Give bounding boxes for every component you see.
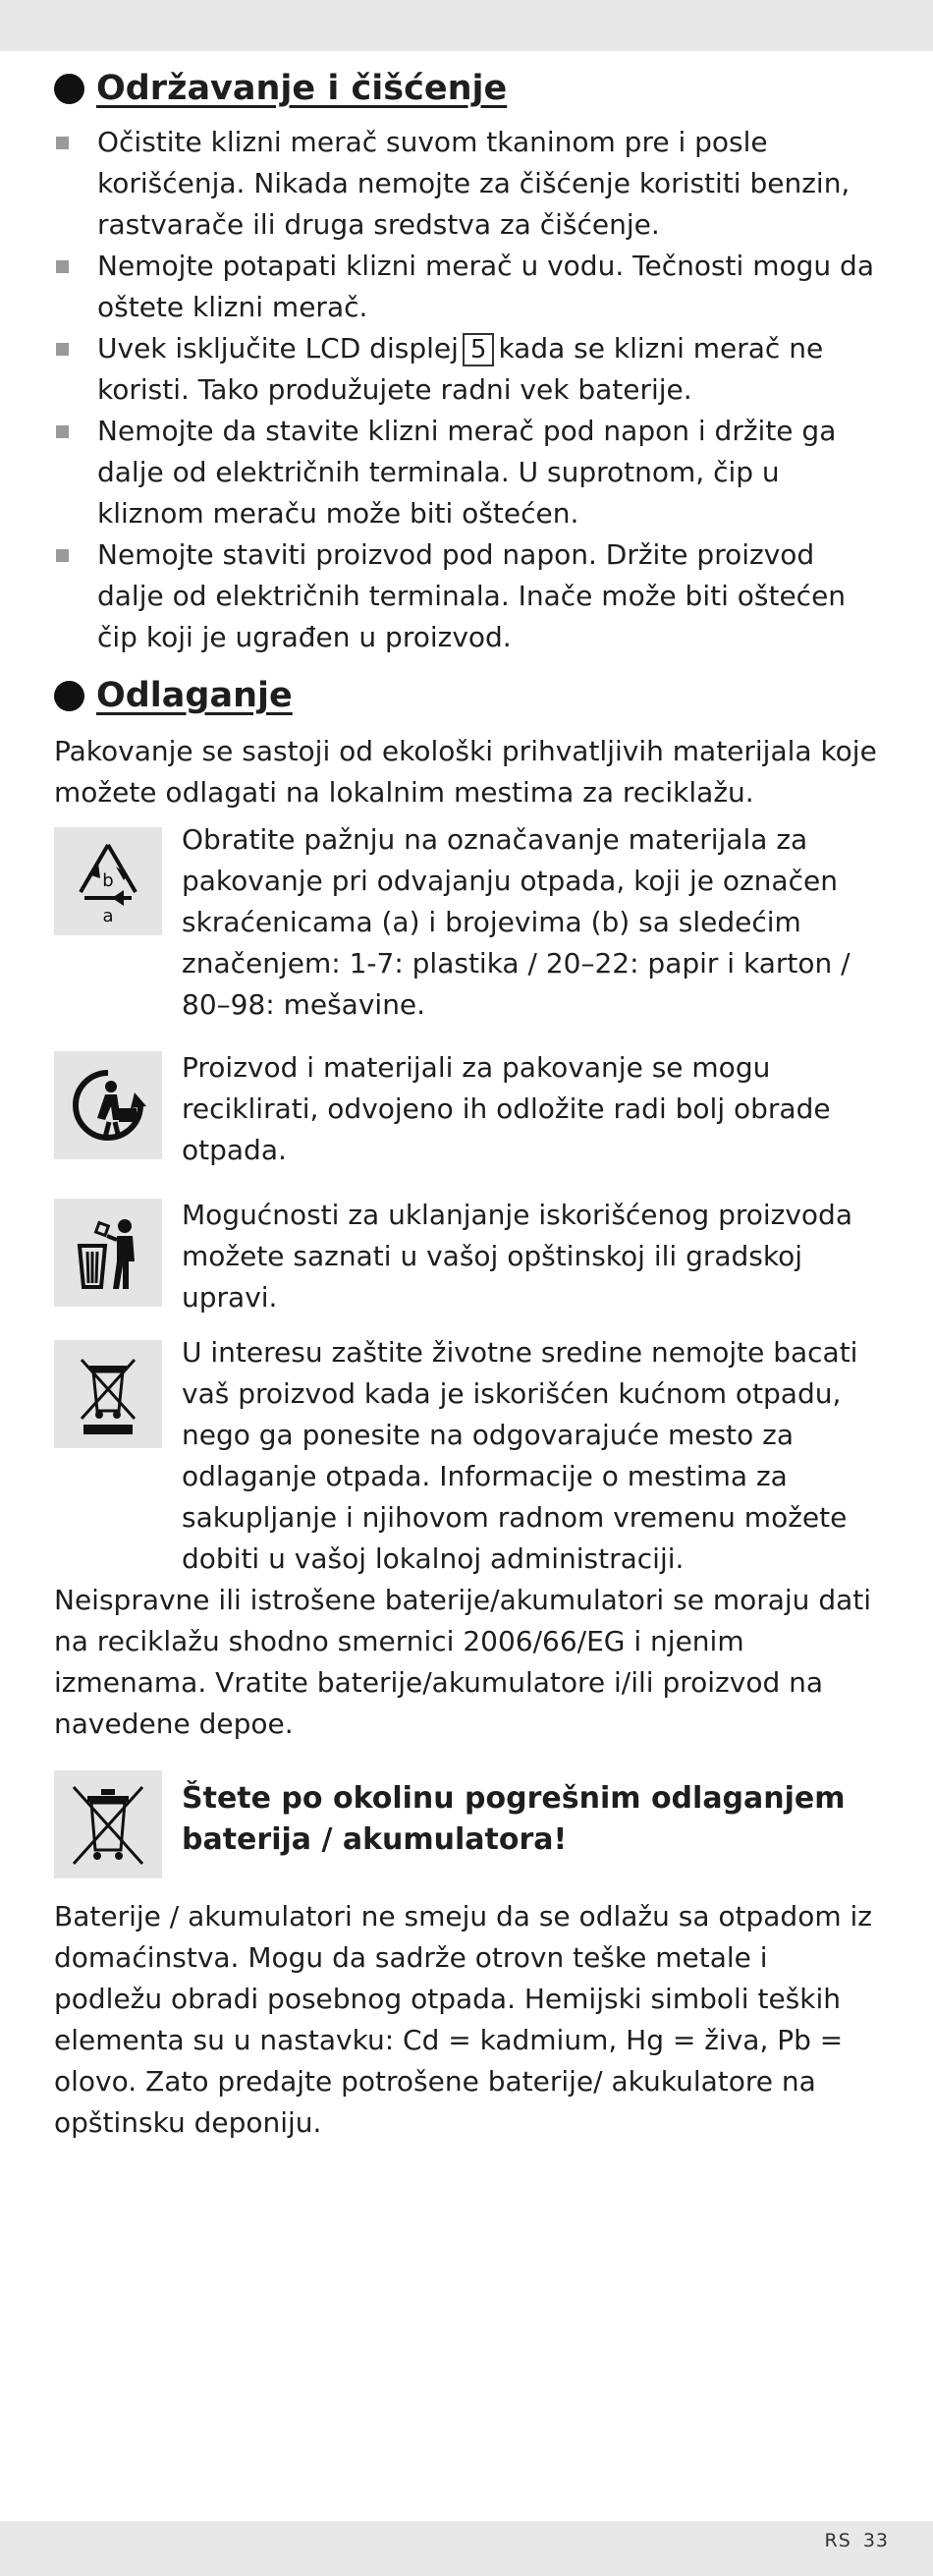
bullet-dot-icon [54,681,84,711]
batteries-note: Neispravne ili istrošene baterije/akumulatori se moraju dati na reciklažu shodno smernici 2006/66/EG i njenim izmenama. Vratite baterije/akumulatore i/ili proizvod na navedene depoe. [54,1584,872,1740]
square-bullet-icon [56,425,69,438]
page-content [54,65,884,2144]
recycle-person-icon [54,1051,162,1159]
maintenance-list [54,122,884,658]
battery-disposal-text: Baterije / akumulatori ne smeju da se odlažu sa otpadom iz domaćinstva. Mogu da sadrže otrovn teške metale i podležu obradi posebnog otpada. Hemijski simboli teških elementa su u nastavku: Cd = kadmium, Hg = živa, Pb = olovo. Zato predajte potrošene baterije/ akukulatore na opštinsku deponiju. [54,1900,872,2139]
weee-text: U interesu zaštite životne sredine nemojte bacati vaš proizvod kada je iskorišćen kućnom otpadu, nego ga ponesite na odgovarajuće mesto za odlaganje otpada. Informacije o mestima za sakupljanje i njihovom radnom vremenu možete dobiti u vašoj lokalnoj administraciji. [182,1336,858,1575]
crossed-battery-bin-icon [54,1770,162,1878]
crossed-bin-icon [54,1340,162,1448]
part-reference-5: 5 [463,333,495,366]
square-bullet-icon [56,260,69,273]
heading-disposal-text: Odlaganje [96,676,293,715]
bottom-band [0,2521,933,2576]
language-code: RS [824,2530,851,2551]
disposal-info-text: Mogućnosti za uklanjanje iskorišćenog proizvoda možete saznati u vašoj opštinskoj ili gradskoj upravi. [182,1199,852,1314]
battery-warning-row [54,1770,884,1878]
square-bullet-icon [56,343,69,356]
square-bullet-icon [56,137,69,149]
disposal-intro: Pakovanje se sastoji od ekološki prihvatljivih materijala koje možete odlagati na lokalnim mestima za reciklažu. [54,735,877,809]
heading-disposal [54,672,884,719]
heading-maintenance-text: Održavanje i čišćenje [96,69,508,108]
battery-warning-text: Štete po okolinu pogrešnim odlaganjem baterija / akumulatora! [182,1781,846,1857]
list-item: Nemojte da stavite klizni merač pod napon i držite ga dalje od električnih terminala. U suprotnom, čip u kliznom meraču može biti oštećen. [54,411,884,534]
top-band [0,0,933,51]
heading-maintenance [54,65,884,112]
recycle-product-row [54,1043,884,1171]
bullet-dot-icon [54,74,84,104]
recycling-code-row [54,819,884,1026]
recycling-code-icon [54,827,162,935]
disposal-info-row [54,1191,884,1318]
list-item: Nemojte staviti proizvod pod napon. Držite proizvod dalje od električnih terminala. Inače može biti oštećen čip koji je ugrađen u proizvod. [54,534,884,658]
weee-row [54,1332,884,1580]
recycle-product-text: Proizvod i materijali za pakovanje se mogu reciklirati, odvojeno ih odložite radi bolj obrade otpada. [182,1051,831,1166]
page-number: 33 [862,2530,889,2551]
list-item: Nemojte potapati klizni merač u vodu. Tečnosti mogu da oštete klizni merač. [54,246,884,328]
list-item: Uvek isključite LCD displej 5 kada se klizni merač ne koristi. Tako produžujete radni vek baterije. [54,328,884,411]
square-bullet-icon [56,549,69,562]
page-footer [813,2530,889,2551]
list-item: Očistite klizni merač suvom tkaninom pre i posle korišćenja. Nikada nemojte za čišćenje koristiti benzin, rastvarače ili druga sredstva za čišćenje. [54,122,884,246]
recycling-code-text: Obratite pažnju na označavanje materijala za pakovanje pri odvajanju otpada, koji je označen skraćenicama (a) i brojevima (b) sa sledećim značenjem: 1-7: plastika / 20–22: papir i karton / 80–98: mešavine. [182,823,851,1021]
svg-text:a: a [102,906,114,925]
trash-bin-person-icon [54,1199,162,1307]
svg-text:b: b [102,870,114,891]
